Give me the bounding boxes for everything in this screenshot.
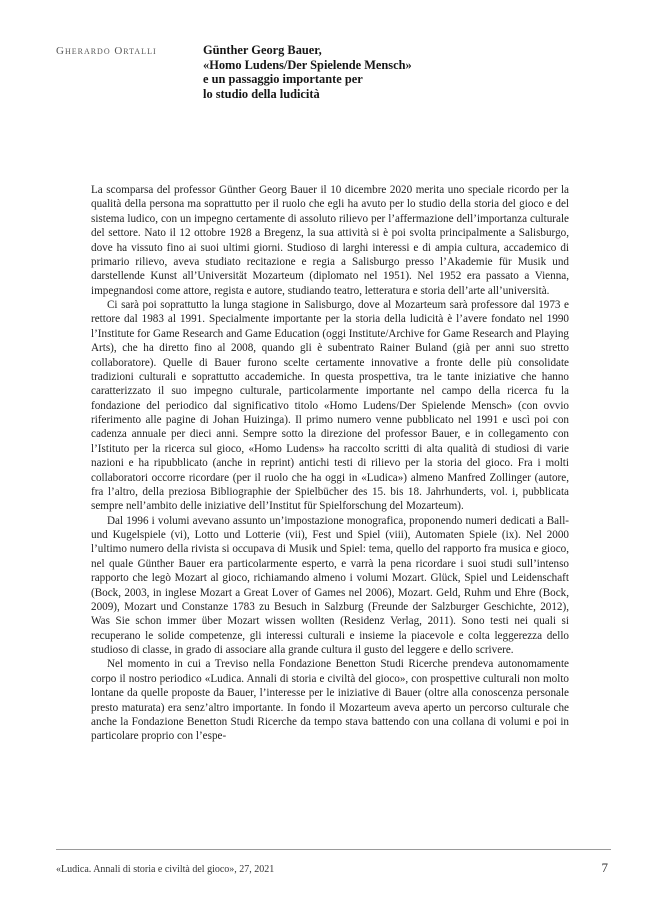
- footer-journal-citation: «Ludica. Annali di storia e civiltà del gioco», 27, 2021: [56, 864, 275, 875]
- title-line: lo studio della ludicità: [203, 86, 320, 101]
- body-paragraph: Ci sarà poi soprattutto la lunga stagione in Salisburgo, dove al Mozarteum sarà professore dal 1973 e rettore dal 1983 al 1991. Specialmente importante per la storia della ludicità è l’avere fondato nel 1990 l’Institute for Game Research and Game Education (oggi Institute/Archive for Game Research and Playing Arts), che ha diretto fino al 2008, quando gli è subentrato Rainer Buland (già per anni suo stretto collaboratore). Quelle di Bauer furono scelte certamente innovative a fronte delle più consolidate tradizioni culturali e soprattutto accademiche. In questa prospettiva, tra le tante iniziative che hanno caratterizzato il suo impegno culturale, particolarmente importante nel campo della ricerca fu la fondazione del periodico dal significativo titolo «Homo Ludens/Der Spielende Mensch» (con ovvio riferimento alle pagine di Johan Huizinga). Il primo numero venne pubblicato nel 1991 e uscì poi con cadenza annuale per dieci anni. Sempre sotto la direzione del professor Bauer, e in collegamento con l’Istituto per la ricerca sul gioco, «Homo Ludens» ha raccolto scritti di alta qualità di studiosi di varie nazioni e ha ripubblicato (anche in reprint) antichi testi di rilievo per la storia del gioco. Fra i molti collaboratori occorre ricordare (per il ruolo che ha oggi in «Ludica») almeno Manfred Zollinger (autore, fra l’altro, della preziosa Bibliographie der Spielbücher des 15. bis 18. Jahrhunderts, vol. i, pubblicata sempre nell’ambito delle iniziative dell’Institut für Spielforschung del Mozarteum).: [91, 299, 569, 513]
- title-line: e un passaggio importante per: [203, 72, 363, 87]
- article-body: [91, 183, 569, 744]
- body-paragraph: Nel momento in cui a Treviso nella Fondazione Benetton Studi Ricerche prendeva autonomamente corpo il nostro periodico «Ludica. Annali di storia e civiltà del gioco», con prospettive culturali non molto lontane da quelle proposte da Bauer, l’interesse per le iniziative di Bauer (oltre alla conoscenza personale presto maturata) era senz’altro importante. In fondo il Mozarteum aveva aperto un percorso culturale che anche la Fondazione Benetton Studi Ricerche da tempo stava battendo con una collana di volumi e poi in particolare proprio con l’espe-: [91, 658, 569, 743]
- footer-divider: [56, 849, 611, 850]
- body-paragraph: Dal 1996 i volumi avevano assunto un’impostazione monografica, proponendo numeri dedicati a Ball- und Kugelspiele (vi), Lotto und Lotterie (vii), Fest und Spiel (viii), Automaten Spiele (ix). Nel 2000 l’ultimo numero della rivista si occupava di Musik und Spiel: tema, quello del rapporto fra musica e gioco, nel quale Günther Bauer era particolarmente esperto, e varrà la pena ricordare i suoi studi sull’intenso rapporto che legò Mozart al gioco, richiamando almeno i volumi Mozart. Glück, Spiel und Leidenschaft (Bock, 2003, in inglese Mozart a Great Lover of Games nel 2006), Mozart. Geld, Ruhm und Ehre (Bock, 2009), Mozart und Constanze 1783 zu Besuch in Salzburg (Freunde der Salzburger Geschichte, 2012), Was Sie schon immer über Mozart wissen wollten (Residenz Verlag, 2011). Sono testi nei quali si recuperano le solide competenze, gli interessi culturali e insieme la piacevole e colta leggerezza dello studioso di classe, in grado di associare alla grande cultura il gusto del leggere e dello scrivere.: [91, 514, 569, 656]
- page-number: 7: [601, 860, 608, 875]
- title-line: Günther Georg Bauer,: [203, 43, 322, 57]
- title-line: «Homo Ludens/Der Spielende Mensch»: [203, 57, 412, 72]
- article-title: [203, 43, 503, 101]
- author-name: Gherardo Ortalli: [56, 45, 157, 57]
- body-paragraph: La scomparsa del professor Günther Georg Bauer il 10 dicembre 2020 merita uno speciale ricordo per la qualità della persona ma soprattutto per il ruolo che egli ha avuto per lo studio della storia del gioco e del sistema ludico, con un impegno certamente di assoluto rilievo per l’affermazione dell’importanza culturale del settore. Nato il 12 ottobre 1928 a Bregenz, la sua attività si è poi svolta principalmente a Salisburgo, dove ha vissuto fino ai suoi ultimi giorni. Studioso di larghi interessi e di ampia cultura, accademico di primario rilievo, aveva studiato recitazione e regia a Salisburgo presso l’Akademie für Musik und darstellende Kunst all’Universität Mozarteum (diplomato nel 1951). Nel 1952 era passato a Vienna, impegnandosi come attore, regista e autore, studiando teatro, letteratura e storia dell’arte all’università.: [91, 184, 569, 297]
